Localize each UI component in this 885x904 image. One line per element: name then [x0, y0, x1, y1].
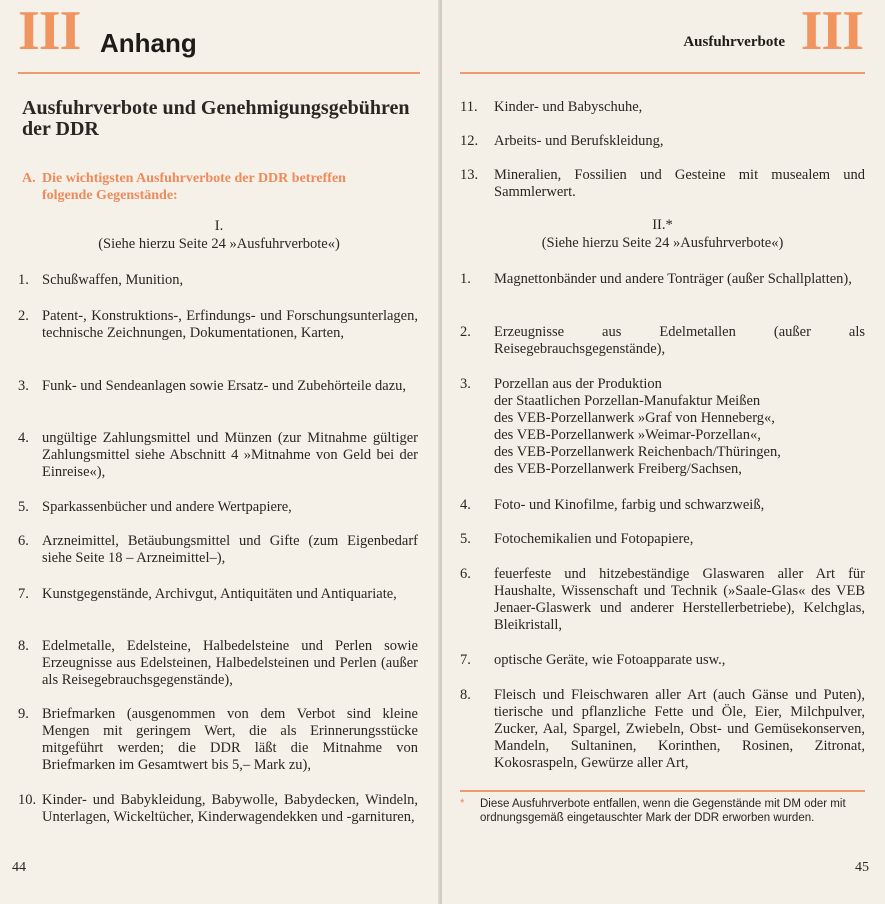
- item-text: ungültige Zahlungsmittel und Münzen (zur Mitnahme gültiger Zahlungsmittel siehe Abschnitt 4 »Mitnahme von Geld bei der Einreise«),: [42, 430, 418, 480]
- section-a-line1: Die wichtigsten Ausfuhrverbote der DDR betreffen: [42, 171, 346, 186]
- item-number: 3.: [18, 378, 29, 394]
- item-text: Magnettonbänder und andere Tonträger (außer Schallplatten),: [494, 271, 852, 287]
- item-number: 1.: [18, 272, 29, 288]
- item-number: 10.: [18, 792, 37, 808]
- item-number: 11.: [460, 99, 478, 115]
- item-line: des VEB-Porzellanwerk »Weimar-Porzellan«,: [494, 427, 761, 443]
- item-line: des VEB-Porzellanwerk »Graf von Henneberg«,: [494, 410, 775, 426]
- section-a-heading: [22, 170, 422, 204]
- page-title: Ausfuhrverbote und Genehmigungsgebühren der DDR: [22, 97, 410, 140]
- item-text: Kunstgegenstände, Archivgut, Antiquitäten und Antiquariate,: [42, 586, 397, 602]
- page-number: 45: [855, 860, 869, 875]
- item-number: 1.: [460, 271, 471, 287]
- item-number: 12.: [460, 133, 479, 149]
- header-rule: [460, 72, 865, 74]
- item-text: Kinder- und Babykleidung, Babywolle, Babydecken, Windeln, Unterlagen, Wickeltücher, Kinderwagendekken und -garnituren,: [42, 792, 418, 825]
- item-text: Patent-, Konstruktions-, Erfindungs- und Forschungsunterlagen, technische Zeichnungen, Dokumentationen, Karten,: [42, 308, 418, 341]
- right-page: [442, 0, 885, 904]
- item-text: optische Geräte, wie Fotoapparate usw.,: [494, 652, 726, 668]
- item-text: Erzeugnisse aus Edelmetallen (außer als Reisegebrauchsgegenstände),: [494, 324, 865, 357]
- item-text: Schußwaffen, Munition,: [42, 272, 184, 288]
- item-number: 6.: [18, 533, 29, 549]
- item-text: Foto- und Kinofilme, farbig und schwarzweiß,: [494, 497, 765, 513]
- header-rule: [18, 72, 420, 74]
- page-number: 44: [12, 860, 26, 875]
- item-number: 6.: [460, 566, 471, 582]
- item-text: [494, 376, 865, 478]
- item-number: 9.: [18, 706, 29, 722]
- item-text: Funk- und Sendeanlagen sowie Ersatz- und Zubehörteile dazu,: [42, 378, 407, 394]
- item-text: feuerfeste und hitzebeständige Glaswaren aller Art für Haushalte, Wissenschaft und Technik (»Saale-Glas« des VEB Jenaer-Glaswerk und anderer Herstellerbetriebe), Kelchglas, Bleikristall,: [494, 566, 865, 633]
- footnote-rule: [460, 790, 865, 792]
- running-head: Ausfuhrverbote: [683, 34, 785, 50]
- item-number: 8.: [18, 638, 29, 654]
- section-a-label: A.: [22, 171, 36, 186]
- item-text: Arzneimittel, Betäubungsmittel und Gifte (zum Eigenbedarf siehe Seite 18 – Arzneimittel–),: [42, 533, 418, 566]
- item-text: Edelmetalle, Edelsteine, Halbedelsteine und Perlen sowie Erzeugnisse aus Edelsteinen, Halbedelsteinen und Perlen (außer als Reisegebrauchsgegenstände),: [42, 638, 418, 688]
- item-text: Fotochemikalien und Fotopapiere,: [494, 531, 694, 547]
- item-line: der Staatlichen Porzellan-Manufaktur Meißen: [494, 393, 761, 409]
- item-text: Arbeits- und Berufskleidung,: [494, 133, 664, 149]
- item-number: 4.: [18, 430, 29, 446]
- chapter-heading: Anhang: [100, 28, 197, 58]
- item-number: 7.: [18, 586, 29, 602]
- item-line: des VEB-Porzellanwerk Freiberg/Sachsen,: [494, 461, 742, 477]
- section-a-line2: folgende Gegenstände:: [42, 188, 178, 203]
- item-number: 13.: [460, 167, 479, 183]
- part-reference: (Siehe hierzu Seite 24 »Ausfuhrverbote«): [98, 236, 340, 252]
- item-text: Fleisch und Fleischwaren aller Art (auch Gänse und Puten), tierische und pflanzliche Fette und Öle, Eier, Milchpulver, Zucker, Aal, Spargel, Zwiebeln, Obst- und Gemüsekonserven, Mandeln, Sultaninen, Korinthen, Rosinen, Zitronat, Kokosraspeln, Gewürze aller Art,: [494, 687, 865, 771]
- item-number: 8.: [460, 687, 471, 703]
- item-line: Porzellan aus der Produktion: [494, 376, 662, 392]
- item-text: Briefmarken (ausgenommen von dem Verbot sind kleine Mengen mit geringem Wert, die als Erinnerungsstücke mitgeführt werden; die DDR läßt die Mitnahme von Briefmarken im Gesamtwert bis 5,– Mark zu),: [42, 706, 418, 773]
- item-text: Sparkassenbücher und andere Wertpapiere,: [42, 499, 292, 515]
- part-numeral: II.*: [652, 217, 673, 233]
- item-number: 4.: [460, 497, 471, 513]
- item-line: des VEB-Porzellanwerk Reichenbach/Thüringen,: [494, 444, 781, 460]
- item-number: 5.: [18, 499, 29, 515]
- part-reference: (Siehe hierzu Seite 24 »Ausfuhrverbote«): [541, 235, 784, 251]
- item-text: Mineralien, Fossilien und Gesteine mit musealem und Sammlerwert.: [494, 167, 865, 200]
- footnote-text: Diese Ausfuhrverbote entfallen, wenn die Gegenstände mit DM oder mit ordnungsgemäß eingetauschter Mark der DDR erworben wurden.: [480, 798, 846, 824]
- item-text: Kinder- und Babyschuhe,: [494, 99, 643, 115]
- chapter-numeral: III: [800, 0, 863, 62]
- footnote-mark: *: [460, 798, 465, 810]
- part-numeral: I.: [214, 218, 224, 234]
- item-number: 7.: [460, 652, 471, 668]
- chapter-numeral: III: [18, 0, 81, 62]
- item-number: 3.: [460, 376, 471, 392]
- item-number: 5.: [460, 531, 471, 547]
- left-page: [0, 0, 440, 904]
- item-number: 2.: [18, 308, 29, 324]
- item-number: 2.: [460, 324, 471, 340]
